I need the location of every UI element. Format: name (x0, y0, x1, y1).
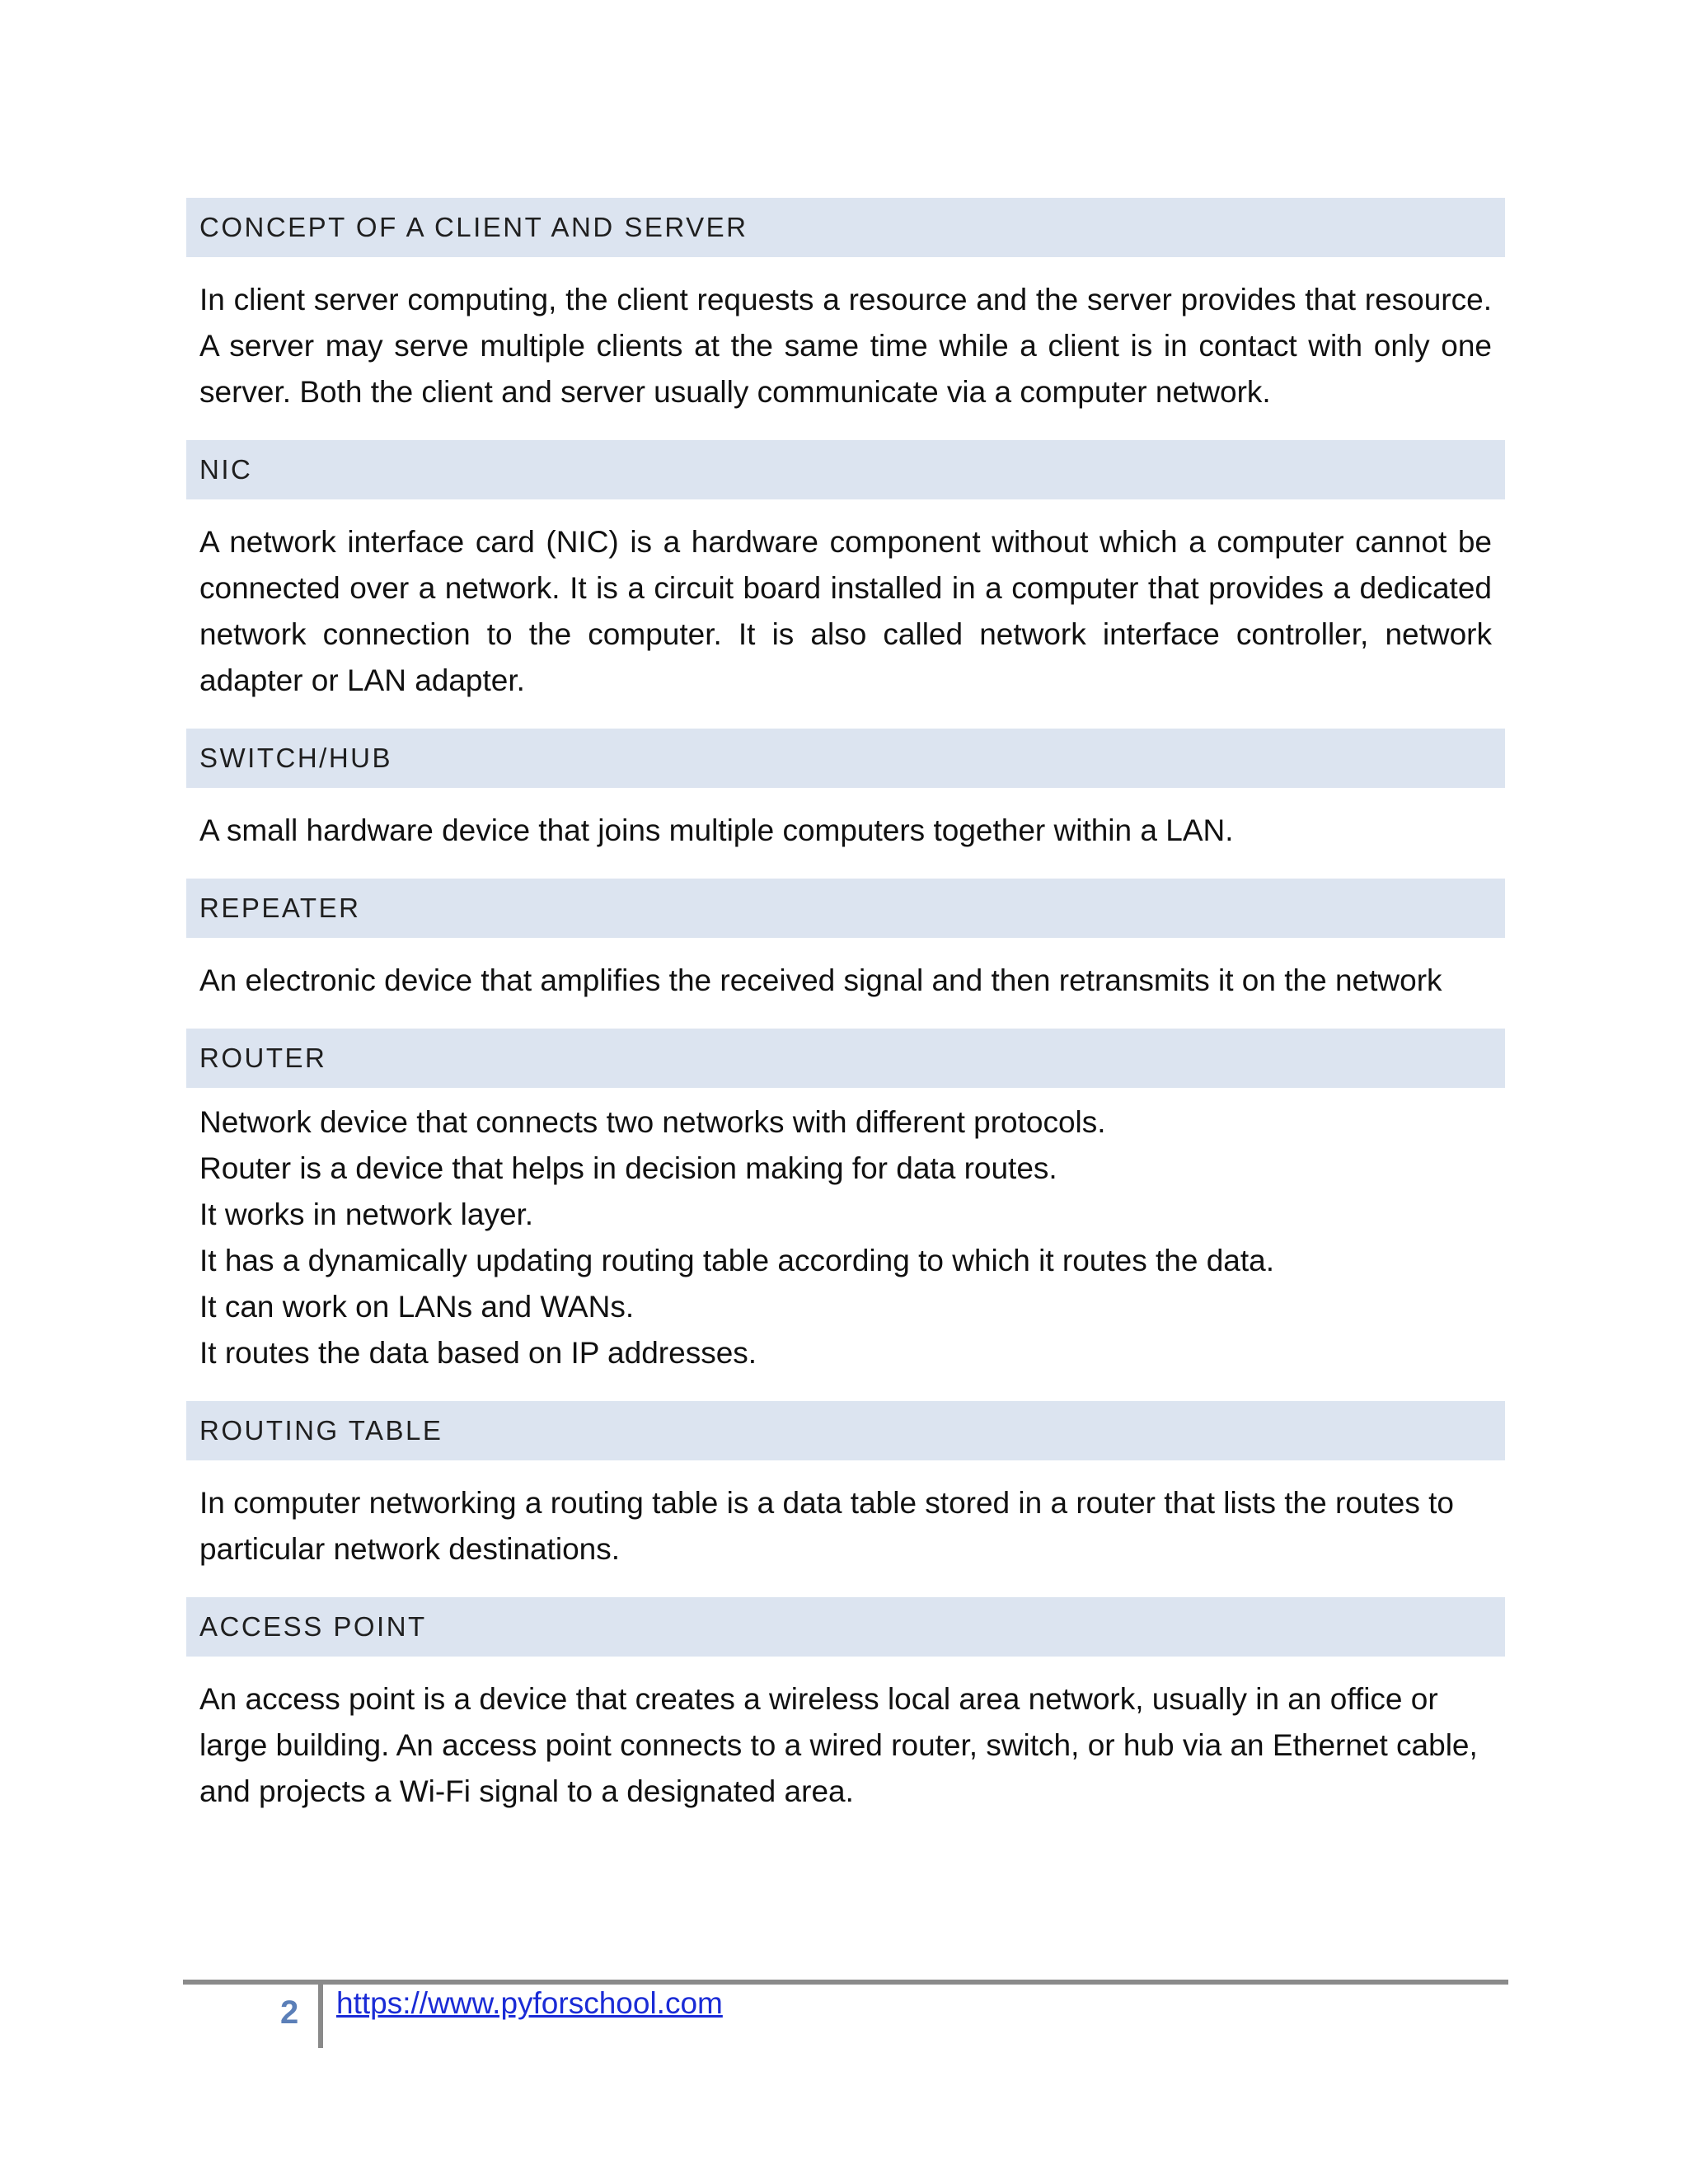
section-heading: ROUTING TABLE (186, 1401, 1505, 1460)
footer-rule (183, 1980, 1508, 1985)
section-body (186, 499, 1505, 729)
section-routing-table (186, 1401, 1505, 1597)
section-body (186, 257, 1505, 440)
section-heading: REPEATER (186, 879, 1505, 938)
paragraph: In client server computing, the client requests a resource and the server provides that resource. A server may serve multiple clients at the same time while a client is in contact with only one server. Both the client and server usually communicate via a computer network. (199, 283, 1492, 409)
paragraph: An access point is a device that creates a wireless local area network, usually in an office or large building. An access point connects to a wired router, switch, or hub via an Ethernet cable, and projects a Wi-Fi signal to a designated area. (199, 1682, 1478, 1808)
section-body (186, 1088, 1505, 1401)
section-router (186, 1029, 1505, 1401)
section-repeater (186, 879, 1505, 1029)
section-body (186, 1657, 1505, 1840)
footer-divider (318, 1982, 323, 2048)
section-heading: CONCEPT OF A CLIENT AND SERVER (186, 198, 1505, 257)
router-line: It works in network layer. (199, 1197, 534, 1231)
section-heading: SWITCH/HUB (186, 729, 1505, 788)
footer-website-link[interactable]: https://www.pyforschool.com (336, 1986, 723, 2020)
page-number: 2 (280, 1994, 299, 2031)
paragraph: In computer networking a routing table is a data table stored in a router that lists the routes to particular network destinations. (199, 1486, 1454, 1566)
router-line: Router is a device that helps in decision making for data routes. (199, 1151, 1057, 1185)
router-line: It has a dynamically updating routing table according to which it routes the data. (199, 1244, 1274, 1277)
section-body (186, 938, 1505, 1029)
document-page (186, 198, 1505, 1840)
section-heading: ROUTER (186, 1029, 1505, 1088)
paragraph: A small hardware device that joins multiple computers together within a LAN. (199, 813, 1234, 847)
section-access-point (186, 1597, 1505, 1840)
section-nic (186, 440, 1505, 729)
paragraph: An electronic device that amplifies the received signal and then retransmits it on the network (199, 963, 1442, 997)
section-heading: ACCESS POINT (186, 1597, 1505, 1657)
paragraph: A network interface card (NIC) is a hardware component without which a computer cannot be connected over a network. It is a circuit board installed in a computer that provides a dedicated network connection to the computer. It is also called network interface controller, network adapter or LAN adapter. (199, 525, 1492, 697)
section-body (186, 1460, 1505, 1597)
router-line: Network device that connects two networks with different protocols. (199, 1105, 1106, 1139)
section-heading: NIC (186, 440, 1505, 499)
router-line: It can work on LANs and WANs. (199, 1290, 635, 1324)
section-body (186, 788, 1505, 879)
router-line: It routes the data based on IP addresses. (199, 1336, 757, 1370)
section-switch-hub (186, 729, 1505, 879)
section-client-server (186, 198, 1505, 440)
